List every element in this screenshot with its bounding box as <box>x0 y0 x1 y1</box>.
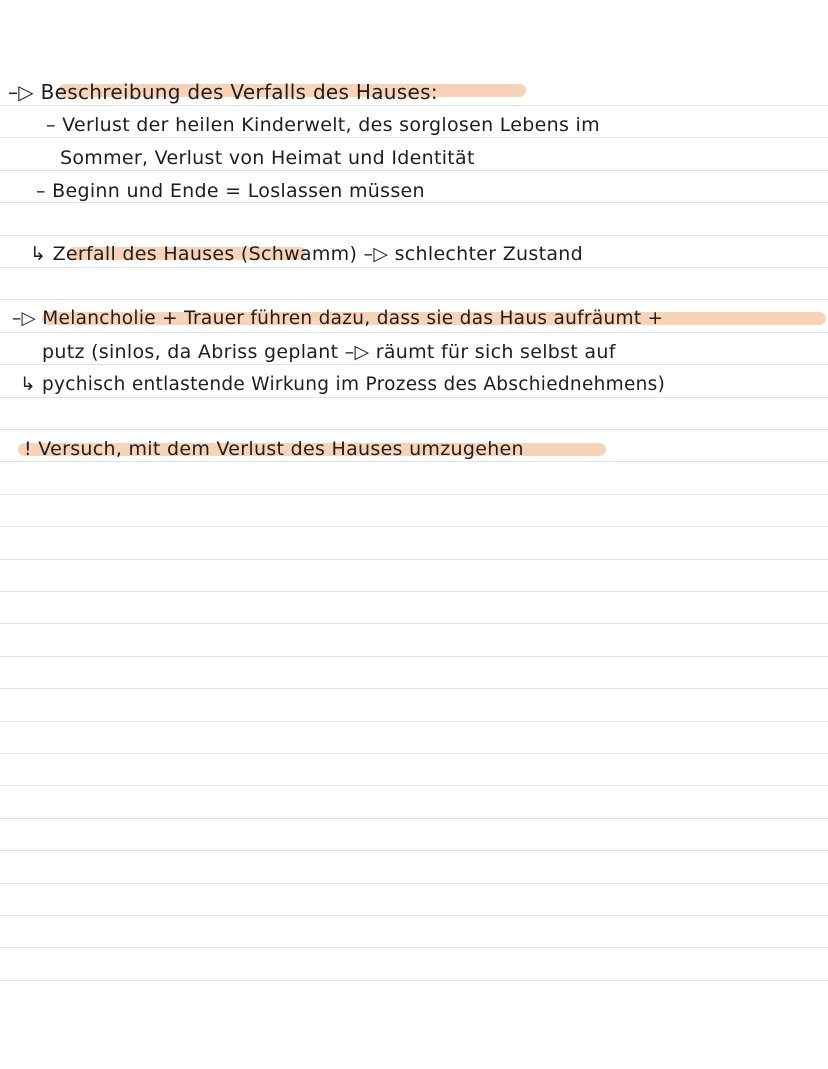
note-line <box>12 308 663 329</box>
note-line <box>46 114 600 136</box>
line-text: Verlust der heilen Kinderwelt, des sorglosen Lebens im <box>62 114 600 136</box>
note-line <box>30 243 583 265</box>
ruled-line <box>0 364 828 365</box>
ruled-line <box>0 947 828 948</box>
ruled-line <box>0 850 828 851</box>
note-line <box>24 438 524 460</box>
ruled-line <box>0 883 828 884</box>
exclamation-icon: ! <box>24 438 32 460</box>
heading-text: Beschreibung des Verfalls des Hauses: <box>40 80 438 104</box>
line-text: Melancholie + Trauer führen dazu, dass sie das Haus aufräumt + <box>42 308 664 329</box>
ruled-line <box>0 623 828 624</box>
ruled-line <box>0 299 828 300</box>
turn-arrow-icon: ↳ <box>30 243 47 265</box>
note-line <box>20 374 665 395</box>
ruled-line <box>0 785 828 786</box>
line-text: Zerfall des Hauses (Schwamm) –▷ schlechter Zustand <box>52 243 583 265</box>
ruled-line <box>0 202 828 203</box>
note-line <box>60 147 475 169</box>
ruled-line <box>0 915 828 916</box>
note-line <box>36 180 425 202</box>
dash-bullet: – <box>36 180 46 202</box>
ruled-line <box>0 656 828 657</box>
ruled-line <box>0 688 828 689</box>
ruled-line <box>0 526 828 527</box>
ruled-line <box>0 721 828 722</box>
ruled-line <box>0 397 828 398</box>
note-line <box>42 341 616 363</box>
ruled-line <box>0 494 828 495</box>
line-text: Beginn und Ende = Loslassen müssen <box>52 180 425 202</box>
arrow-icon: –▷ <box>12 308 37 329</box>
turn-arrow-icon: ↳ <box>20 374 36 395</box>
arrow-icon: –▷ <box>8 80 34 104</box>
line-text: Versuch, mit dem Verlust des Hauses umzugehen <box>38 438 524 460</box>
ruled-line <box>0 429 828 430</box>
ruled-line <box>0 235 828 236</box>
ruled-line <box>0 461 828 462</box>
ruled-line <box>0 137 828 138</box>
dash-bullet: – <box>46 114 56 136</box>
ruled-line <box>0 105 828 106</box>
ruled-line <box>0 170 828 171</box>
ruled-line <box>0 332 828 333</box>
ruled-line <box>0 591 828 592</box>
line-text: pychisch entlastende Wirkung im Prozess des Abschiednehmens) <box>42 374 666 395</box>
line-text: Sommer, Verlust von Heimat und Identität <box>60 147 475 169</box>
ruled-line <box>0 980 828 981</box>
line-text: putz (sinlos, da Abriss geplant –▷ räumt für sich selbst auf <box>42 341 616 363</box>
ruled-line <box>0 559 828 560</box>
ruled-line <box>0 267 828 268</box>
note-line <box>8 80 438 104</box>
ruled-line <box>0 818 828 819</box>
ruled-line <box>0 753 828 754</box>
